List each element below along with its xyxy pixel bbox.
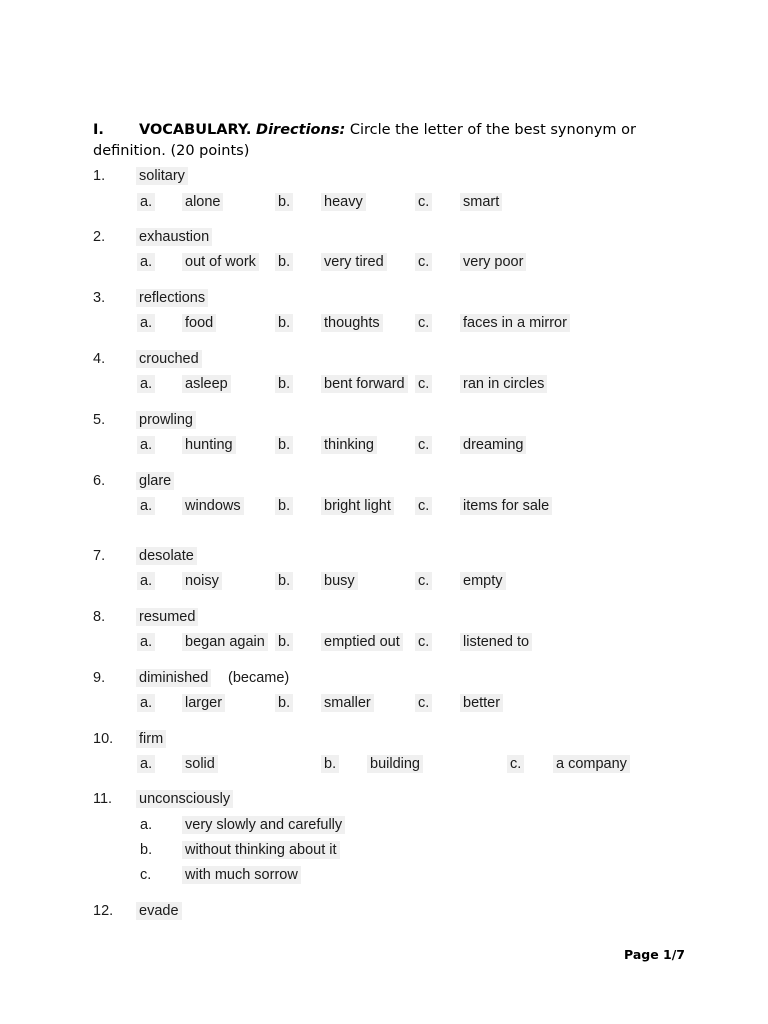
option-letter: a. xyxy=(140,817,153,833)
option-text: bent forward xyxy=(321,375,408,393)
question-number: 2. xyxy=(93,229,106,245)
question-number: 1. xyxy=(93,168,106,184)
option-text: a company xyxy=(553,755,630,773)
option-text: alone xyxy=(182,193,223,211)
option-text: empty xyxy=(460,572,506,590)
question-number: 5. xyxy=(93,412,106,428)
option-text: items for sale xyxy=(460,497,552,515)
option-text: very tired xyxy=(321,253,387,271)
option-letter: a. xyxy=(137,193,155,211)
option-text: heavy xyxy=(321,193,366,211)
option-letter: c. xyxy=(415,572,432,590)
option-letter: c. xyxy=(415,253,432,271)
option-text: larger xyxy=(182,694,225,712)
option-text: very slowly and carefully xyxy=(182,816,345,834)
option-text: out of work xyxy=(182,253,259,271)
option-letter: a. xyxy=(137,633,155,651)
option-letter: b. xyxy=(275,497,293,515)
question-word: glare xyxy=(136,472,174,490)
option-letter: a. xyxy=(137,755,155,773)
option-text: with much sorrow xyxy=(182,866,301,884)
option-letter: b. xyxy=(275,572,293,590)
question-number: 7. xyxy=(93,548,106,564)
question-word: unconsciously xyxy=(136,790,233,808)
question-word: desolate xyxy=(136,547,197,565)
option-letter: b. xyxy=(140,842,153,858)
section-number: I. xyxy=(93,122,104,138)
option-text: thinking xyxy=(321,436,377,454)
option-text: began again xyxy=(182,633,268,651)
option-letter: c. xyxy=(415,633,432,651)
option-letter: c. xyxy=(140,867,152,883)
option-text: hunting xyxy=(182,436,236,454)
option-text: smaller xyxy=(321,694,374,712)
option-text: asleep xyxy=(182,375,231,393)
option-letter: b. xyxy=(321,755,339,773)
option-letter: b. xyxy=(275,633,293,651)
option-letter: a. xyxy=(137,375,155,393)
option-letter: c. xyxy=(415,193,432,211)
question-word: prowling xyxy=(136,411,196,429)
question-number: 3. xyxy=(93,290,106,306)
option-letter: a. xyxy=(137,436,155,454)
option-text: solid xyxy=(182,755,218,773)
question-number: 11. xyxy=(93,791,113,807)
option-letter: c. xyxy=(507,755,524,773)
question-word: reflections xyxy=(136,289,208,307)
option-text: emptied out xyxy=(321,633,403,651)
question-number: 6. xyxy=(93,473,106,489)
question-word: firm xyxy=(136,730,166,748)
option-letter: a. xyxy=(137,497,155,515)
option-letter: a. xyxy=(137,253,155,271)
option-text: bright light xyxy=(321,497,394,515)
directions-text: Circle the letter of the best synonym or definition. (20 points) xyxy=(93,122,636,159)
section-title: VOCABULARY. xyxy=(139,122,252,138)
option-letter: b. xyxy=(275,694,293,712)
option-text: listened to xyxy=(460,633,532,651)
option-text: ran in circles xyxy=(460,375,547,393)
question-word: solitary xyxy=(136,167,188,185)
option-letter: c. xyxy=(415,375,432,393)
option-text: food xyxy=(182,314,216,332)
question-word: exhaustion xyxy=(136,228,212,246)
section-heading xyxy=(93,120,653,162)
option-letter: a. xyxy=(137,314,155,332)
option-letter: c. xyxy=(415,497,432,515)
option-letter: a. xyxy=(137,694,155,712)
option-letter: c. xyxy=(415,314,432,332)
option-text: thoughts xyxy=(321,314,383,332)
option-text: without thinking about it xyxy=(182,841,340,859)
option-letter: c. xyxy=(415,436,432,454)
option-text: windows xyxy=(182,497,244,515)
option-text: faces in a mirror xyxy=(460,314,570,332)
question-number: 9. xyxy=(93,670,106,686)
option-text: noisy xyxy=(182,572,222,590)
option-letter: b. xyxy=(275,436,293,454)
option-text: very poor xyxy=(460,253,526,271)
option-letter: b. xyxy=(275,253,293,271)
option-text: building xyxy=(367,755,423,773)
directions-label: Directions: xyxy=(256,122,346,138)
question-number: 12. xyxy=(93,903,114,919)
question-word: resumed xyxy=(136,608,198,626)
option-text: better xyxy=(460,694,503,712)
option-letter: b. xyxy=(275,193,293,211)
question-word: diminished xyxy=(136,669,211,687)
option-text: busy xyxy=(321,572,358,590)
option-text: smart xyxy=(460,193,502,211)
question-number: 4. xyxy=(93,351,106,367)
option-letter: a. xyxy=(137,572,155,590)
question-number: 10. xyxy=(93,731,114,747)
option-letter: b. xyxy=(275,375,293,393)
question-number: 8. xyxy=(93,609,106,625)
page-number: Page 1/7 xyxy=(624,947,685,962)
question-note: (became) xyxy=(228,670,290,686)
option-letter: b. xyxy=(275,314,293,332)
question-word: evade xyxy=(136,902,182,920)
question-word: crouched xyxy=(136,350,202,368)
option-letter: c. xyxy=(415,694,432,712)
option-text: dreaming xyxy=(460,436,526,454)
